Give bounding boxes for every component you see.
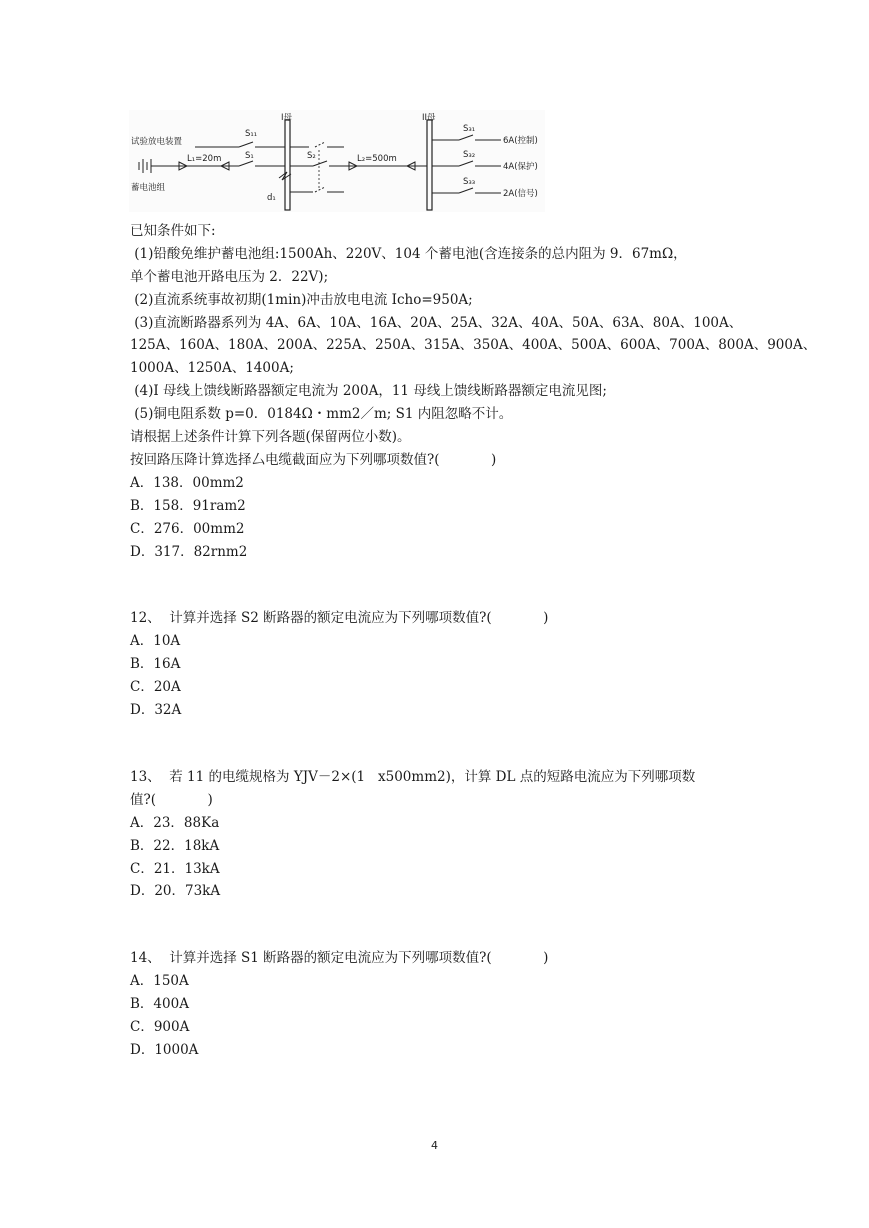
- circuit-diagram-svg: [129, 110, 545, 212]
- option-d[interactable]: D．20．73kA: [130, 883, 221, 900]
- condition-line: (1)铅酸免维护蓄电池组:1500Ah、220V、104 个蓄电池(含连接条的总内阻为 9．67mΩ，: [130, 245, 687, 262]
- instruction-line: 请根据上述条件计算下列各题(保留两位小数)。: [130, 429, 411, 446]
- question-block: [130, 766, 770, 903]
- condition-line: (2)直流系统事故初期(1min)冲击放电电流 Icho=950A;: [130, 291, 473, 308]
- load-2-label: 4A(保护): [503, 162, 538, 172]
- condition-line: 单个蓄电池开路电压为 2．22V);: [130, 268, 329, 285]
- test-device-label: 试验放电装置: [131, 137, 183, 147]
- option-a[interactable]: A．150A: [130, 972, 189, 989]
- question-text: 14、 计算并选择 S1 断路器的额定电流应为下列哪项数值?( ): [130, 950, 549, 966]
- question-text: 13、 若 11 的电缆规格为 YJV－2×(1 x500mm2)，计算 DL 点的短路电流应为下列哪项数: [130, 769, 696, 785]
- circuit-diagram: [129, 110, 545, 212]
- option-a[interactable]: A．138．00mm2: [130, 474, 244, 491]
- option-b[interactable]: B．22．18kA: [130, 837, 220, 854]
- s11-label: S₁₁: [245, 129, 258, 139]
- bus1-label: I母: [281, 113, 293, 123]
- question-text: 12、 计算并选择 S2 断路器的额定电流应为下列哪项数值?( ): [130, 610, 549, 626]
- condition-line: (4)I 母线上馈线断路器额定电流为 200A，11 母线上馈线断路器额定电流见图;: [130, 383, 607, 400]
- page-number: 4: [431, 1139, 438, 1152]
- option-d[interactable]: D．32A: [130, 701, 182, 718]
- load-3-label: 2A(信号): [503, 189, 538, 199]
- option-c[interactable]: C．276．00mm2: [130, 520, 245, 537]
- question-text: 按回路压降计算选择厶电缆截面应为下列哪项数值?( ): [130, 452, 497, 468]
- option-c[interactable]: C．20A: [130, 678, 181, 695]
- s2-label: S₂: [307, 151, 316, 161]
- question-block: [130, 947, 770, 1061]
- option-b[interactable]: B．158．91ram2: [130, 497, 246, 514]
- conditions-block: [130, 220, 817, 449]
- s31-label: S₃₁: [463, 124, 476, 134]
- option-c[interactable]: C．21．13kA: [130, 860, 220, 877]
- question-text-continued: 值?( ): [130, 791, 213, 808]
- s32-label: S₃₂: [463, 150, 476, 160]
- option-d[interactable]: D．317．82rnm2: [130, 543, 248, 560]
- option-a[interactable]: A．10A: [130, 632, 181, 649]
- l2-label: L₂=500m: [357, 154, 397, 164]
- question-block: [130, 449, 770, 563]
- bus2-label: II母: [422, 113, 436, 123]
- d1-label: d₁: [267, 193, 276, 203]
- s1-label: S₁: [245, 151, 254, 161]
- option-a[interactable]: A．23．88Ka: [130, 814, 220, 831]
- condition-line: 125A、160A、180A、200A、225A、250A、315A、350A、400A、500A、600A、700A、800A、900A、: [130, 337, 817, 354]
- condition-line: (5)铜电阻系数 p=0．0184Ω・mm2／m; S1 内阻忽略不计。: [130, 406, 513, 423]
- condition-line: (3)直流断路器系列为 4A、6A、10A、16A、20A、25A、32A、40A、50A、63A、80A、100A、: [130, 314, 743, 331]
- option-b[interactable]: B．16A: [130, 655, 181, 672]
- option-c[interactable]: C．900A: [130, 1018, 190, 1035]
- s33-label: S₃₃: [463, 177, 476, 187]
- load-1-label: 6A(控制): [503, 136, 538, 146]
- question-block: [130, 607, 770, 721]
- conditions-heading: 已知条件如下:: [130, 223, 216, 239]
- condition-line: 1000A、1250A、1400A;: [130, 360, 294, 377]
- option-b[interactable]: B．400A: [130, 995, 189, 1012]
- l1-label: L₁=20m: [187, 154, 222, 164]
- battery-label: 蓄电池组: [131, 183, 166, 193]
- option-d[interactable]: D．1000A: [130, 1041, 199, 1058]
